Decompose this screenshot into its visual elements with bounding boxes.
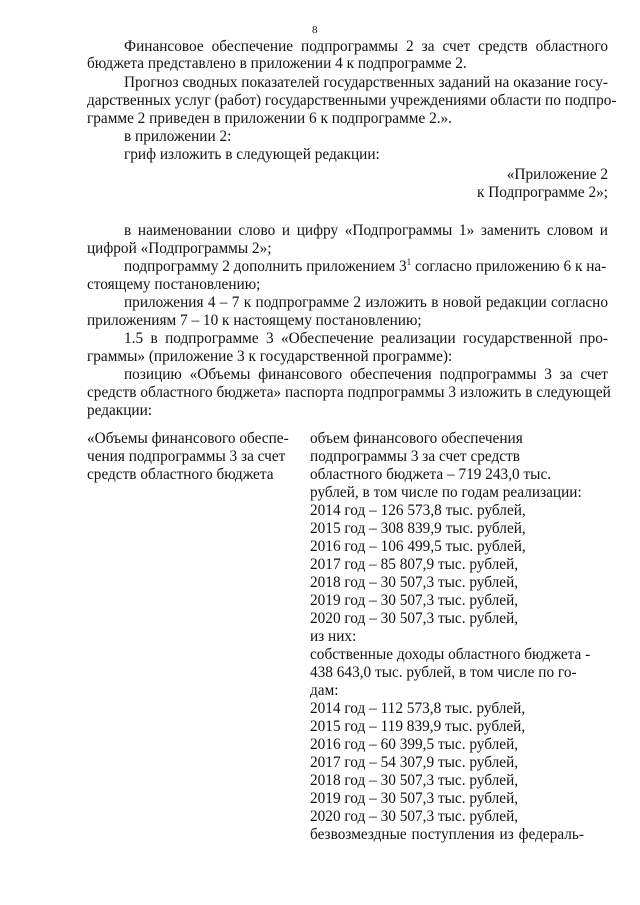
right-column-line: из них: xyxy=(310,628,357,645)
paragraph-line: дарственных услуг (работ) государственными учреждениями области по подпро- xyxy=(87,92,617,109)
paragraph-line: 1.5 в подпрограмме 3 «Обеспечение реализации государственной про- xyxy=(124,330,608,347)
paragraph-line: позицию «Объемы финансового обеспечения подпрограммы 3 за счет xyxy=(124,366,608,383)
left-column-line: чения подпрограммы 3 за счет xyxy=(87,448,286,465)
right-column-line: объем финансового обеспечения xyxy=(310,430,523,447)
paragraph-line: цифрой «Подпрограммы 2»; xyxy=(87,240,272,257)
superscript: 1 xyxy=(406,257,412,267)
right-column-line: 2014 год – 112 573,8 тыс. рублей, xyxy=(310,700,526,717)
right-column-line: подпрограммы 3 за счет средств xyxy=(310,448,520,465)
paragraph-line: бюджета представлено в приложении 4 к подпрограмме 2. xyxy=(87,55,467,72)
right-column-line: областного бюджета – 719 243,0 тыс. xyxy=(310,466,552,483)
right-column-line: 2019 год – 30 507,3 тыс. рублей, xyxy=(310,790,519,807)
right-column-line: 2020 год – 30 507,3 тыс. рублей, xyxy=(310,808,519,825)
paragraph-line: приложения 4 – 7 к подпрограмме 2 изложить в новой редакции согласно xyxy=(124,294,608,311)
right-column-line: 2020 год – 30 507,3 тыс. рублей, xyxy=(310,610,519,627)
grif-line: «Приложение 2 xyxy=(506,166,608,183)
page-number: 8 xyxy=(312,24,318,36)
paragraph-line: Финансовое обеспечение подпрограммы 2 за счет средств областного xyxy=(124,38,608,55)
right-column-line: 2016 год – 60 399,5 тыс. рублей, xyxy=(310,736,519,753)
paragraph-line: средств областного бюджета» паспорта подпрограммы 3 изложить в следующей xyxy=(87,384,611,401)
right-column-line: дам: xyxy=(310,682,339,699)
right-column-line: 2018 год – 30 507,3 тыс. рублей, xyxy=(310,574,519,591)
paragraph-text: подпрограмму 2 дополнить приложением 3 xyxy=(124,258,407,275)
right-column-line: 2019 год – 30 507,3 тыс. рублей, xyxy=(310,592,519,609)
right-column-line: 2015 год – 308 839,9 тыс. рублей, xyxy=(310,520,526,537)
paragraph-line: стоящему постановлению; xyxy=(87,276,261,293)
paragraph-line: Прогноз сводных показателей государственных заданий на оказание госу- xyxy=(124,74,608,91)
paragraph-line: граммы» (приложение 3 к государственной программе): xyxy=(87,348,453,365)
left-column-line: «Объемы финансового обеспе- xyxy=(87,430,289,447)
grif-line: к Подпрограмме 2»; xyxy=(476,184,608,201)
right-column-line: безвозмездные поступления из федераль- xyxy=(310,826,584,843)
paragraph-text: согласно приложению 6 к на- xyxy=(414,258,607,275)
paragraph-line xyxy=(124,258,606,276)
right-column-line: 2017 год – 85 807,9 тыс. рублей, xyxy=(310,556,519,573)
paragraph-line: гриф изложить в следующей редакции: xyxy=(124,146,380,163)
left-column-line: средств областного бюджета xyxy=(87,466,274,483)
right-column-line: собственные доходы областного бюджета - xyxy=(310,646,591,663)
paragraph-line: в наименовании слово и цифру «Подпрограммы 1» заменить словом и xyxy=(124,222,608,239)
right-column-line: 2014 год – 126 573,8 тыс. рублей, xyxy=(310,502,526,519)
right-column-line: 2016 год – 106 499,5 тыс. рублей, xyxy=(310,538,526,555)
right-column-line: 2015 год – 119 839,9 тыс. рублей, xyxy=(310,718,526,735)
right-column-line: 2018 год – 30 507,3 тыс. рублей, xyxy=(310,772,519,789)
right-column-line: 438 643,0 тыс. рублей, в том числе по го- xyxy=(310,664,577,681)
paragraph-line: редакции: xyxy=(87,402,153,419)
right-column-line: 2017 год – 54 307,9 тыс. рублей, xyxy=(310,754,519,771)
paragraph-line: грамме 2 приведен в приложении 6 к подпрограмме 2.». xyxy=(87,110,453,127)
paragraph-line: в приложении 2: xyxy=(124,128,232,145)
right-column-line: рублей, в том числе по годам реализации: xyxy=(310,484,582,501)
paragraph-line: приложениям 7 – 10 к настоящему постановлению; xyxy=(87,312,422,329)
